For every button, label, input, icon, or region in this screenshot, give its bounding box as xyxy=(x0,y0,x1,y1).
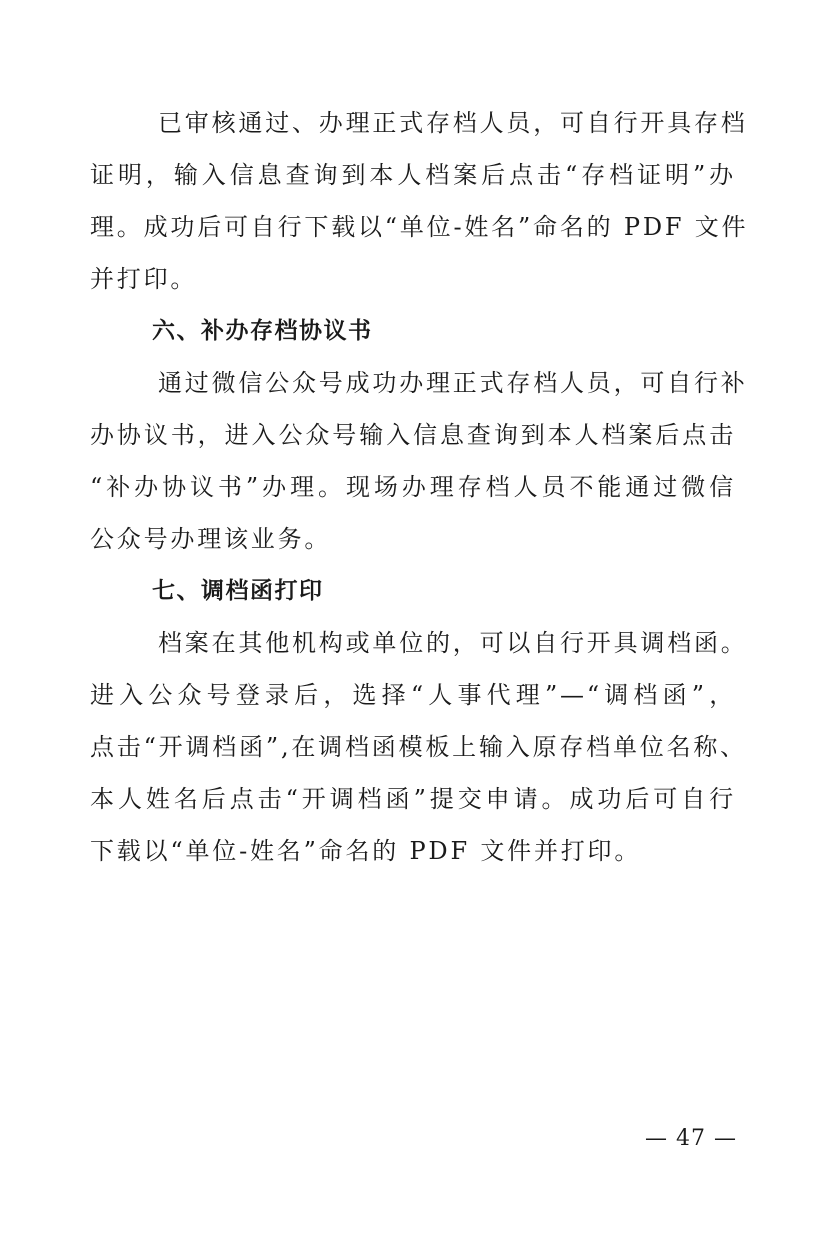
section-heading: 六、补办存档协议书 xyxy=(152,318,373,344)
paragraph-line: 本人姓名后点击“开调档函”提交申请。成功后可自行 xyxy=(90,785,736,813)
paragraph-line: 通过微信公众号成功办理正式存档人员，可自行补 xyxy=(158,369,748,397)
paragraph-line: 公众号办理该业务。 xyxy=(90,525,332,553)
page-number: — 47 — xyxy=(645,1126,737,1151)
paragraph-line: 下载以“单位-姓名”命名的 PDF 文件并打印。 xyxy=(90,837,642,865)
paragraph-line: 档案在其他机构或单位的，可以自行开具调档函。 xyxy=(158,629,748,657)
paragraph-line: 办协议书，进入公众号输入信息查询到本人档案后点击 xyxy=(90,421,736,449)
paragraph-line: 点击“开调档函”,在调档函模板上输入原存档单位名称、 xyxy=(90,733,747,761)
section-heading: 七、调档函打印 xyxy=(152,578,324,604)
paragraph-line: 并打印。 xyxy=(90,265,198,293)
paragraph-line: 已审核通过、办理正式存档人员，可自行开具存档 xyxy=(158,109,748,137)
paragraph-line: 理。成功后可自行下载以“单位-姓名”命名的 PDF 文件 xyxy=(90,213,749,241)
paragraph-line: 证明，输入信息查询到本人档案后点击“存档证明”办 xyxy=(90,161,736,189)
paragraph-line: 进入公众号登录后，选择“人事代理”—“调档函”， xyxy=(90,681,736,709)
paragraph-line: “补办协议书”办理。现场办理存档人员不能通过微信 xyxy=(90,473,736,501)
